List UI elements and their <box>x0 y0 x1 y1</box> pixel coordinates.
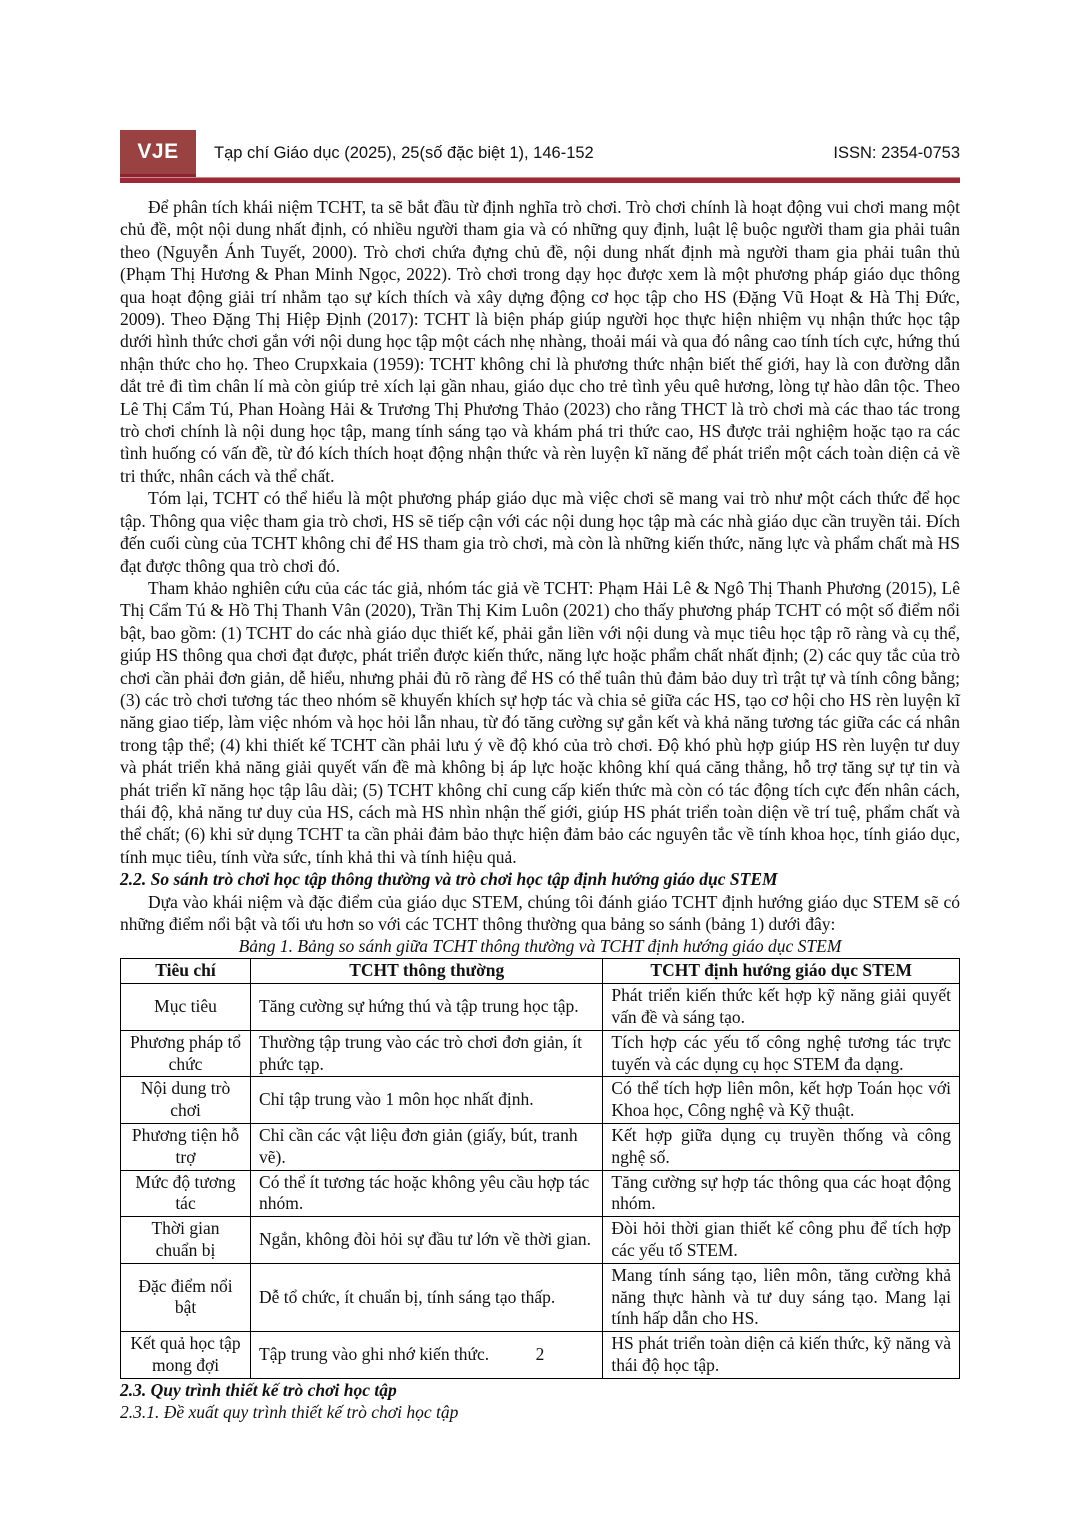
cell-criterion: Đặc điểm nổi bật <box>121 1263 251 1331</box>
cell-stem: HS phát triển toàn diện cả kiến thức, kỹ năng và thái độ học tập. <box>603 1332 960 1379</box>
cell-normal: Ngắn, không đòi hỏi sự đầu tư lớn về thời gian. <box>251 1217 603 1264</box>
page-number: 2 <box>535 1344 545 1364</box>
comparison-table <box>120 958 960 1378</box>
table-header-row <box>121 959 960 984</box>
table-row <box>121 984 960 1031</box>
cell-normal: Tập trung vào ghi nhớ kiến thức. <box>251 1332 603 1379</box>
page-content <box>120 196 960 1424</box>
cell-stem: Mang tính sáng tạo, liên môn, tăng cường khả năng thực hành và tư duy sáng tạo. Mang lại tính hấp dẫn cho HS. <box>603 1263 960 1331</box>
cell-criterion: Nội dung trò chơi <box>121 1077 251 1124</box>
cell-criterion: Mục tiêu <box>121 984 251 1031</box>
section-2-3-heading: 2.3. Quy trình thiết kế trò chơi học tập <box>120 1379 397 1400</box>
cell-normal: Dễ tổ chức, ít chuẩn bị, tính sáng tạo thấp. <box>251 1263 603 1331</box>
cell-criterion: Thời gian chuẩn bị <box>121 1217 251 1264</box>
section-2-2-heading: 2.2. So sánh trò chơi học tập thông thường và trò chơi học tập định hướng giáo dục STEM <box>120 869 778 890</box>
cell-stem: Tích hợp các yếu tố công nghệ tương tác trực tuyến và các dụng cụ học STEM đa dạng. <box>603 1030 960 1077</box>
paragraph-definition-tcht: Để phân tích khái niệm TCHT, ta sẽ bắt đầu từ định nghĩa trò chơi. Trò chơi chính là hoạt động vui chơi mang một chủ đề, một nội dung nhất định, có nhiều người tham gia và có những quy định, luật lệ buộc người tham gia phải tuân theo (Nguyễn Ánh Tuyết, 2000). Trò chơi chứa đựng chủ đề, nội dung nhất định mà người tham gia phải tuân thủ (Phạm Thị Hương & Phan Minh Ngọc, 2022). Trò chơi trong dạy học được xem là một phương pháp giáo dục thông qua hoạt động giải trí nhằm tạo sự kích thích và xây dựng động cơ học tập cho HS (Đặng Vũ Hoạt & Hà Thị Đức, 2009). Theo Đặng Thị Hiệp Định (2017): TCHT là biện pháp giúp người học thực hiện nhiệm vụ nhận thức học tập dưới hình thức chơi gắn với nội dung học tập một cách nhẹ nhàng, thoải mái và qua đó nâng cao tính tích cực, hứng thú nhận thức cho họ. Theo Crupxkaia (1959): TCHT không chỉ là phương thức nhận biết thế giới, hay là con đường dẫn dắt trẻ đi tìm chân lí mà còn giúp trẻ xích lại gần nhau, giáo dục cho trẻ tình yêu quê hương, lòng tự hào dân tộc. Theo Lê Thị Cẩm Tú, Phan Hoàng Hải & Trương Thị Phương Thảo (2023) cho rằng THCT là trò chơi mà các thao tác trong trò chơi chính là nội dung học tập, mang tính sáng tạo và khám phá tri thức cao, HS được trải nghiệm hoặc tạo ra các tình huống có vấn đề, từ đó kích thích hoạt động nhận thức và rèn luyện kĩ năng để phát triển một cách toàn diện cả về tri thức, nhân cách và thể chất. <box>120 197 960 486</box>
header-rule-divider <box>120 177 960 183</box>
cell-criterion: Phương pháp tổ chức <box>121 1030 251 1077</box>
cell-normal: Chỉ tập trung vào 1 môn học nhất định. <box>251 1077 603 1124</box>
cell-normal: Có thể ít tương tác hoặc không yêu cầu hợp tác nhóm. <box>251 1170 603 1217</box>
cell-stem: Tăng cường sự hợp tác thông qua các hoạt động nhóm. <box>603 1170 960 1217</box>
paragraph-literature-review: Tham khảo nghiên cứu của các tác giả, nhóm tác giả về TCHT: Phạm Hải Lê & Ngô Thị Thanh Phương (2015), Lê Thị Cẩm Tú & Hồ Thị Thanh Vân (2020), Trần Thị Kim Luôn (2021) cho thấy phương pháp TCHT có một số điểm nổi bật, bao gồm: (1) TCHT do các nhà giáo dục thiết kế, phải gắn liền với nội dung và mục tiêu học tập rõ ràng và cụ thể, giúp HS thông qua chơi đạt được, phát triển được kiến thức, năng lực hoặc phẩm chất nhất định; (2) các quy tắc của trò chơi cần phải đơn giản, dễ hiểu, nhưng phải đủ rõ ràng để HS có thể tuân thủ đảm bảo duy trì trật tự và tính công bằng; (3) các trò chơi tương tác theo nhóm sẽ khuyến khích sự hợp tác và chia sẻ giữa các HS, tạo cơ hội cho HS rèn luyện kĩ năng giao tiếp, làm việc nhóm và học hỏi lẫn nhau, từ đó tăng cường sự gắn kết và khả năng tương tác giữa các cá nhân trong tập thể; (4) khi thiết kế TCHT cần phải lưu ý về độ khó của trò chơi. Độ khó phù hợp giúp HS rèn luyện tư duy và phát triển khả năng giải quyết vấn đề mà không bị áp lực hoặc không khí quá căng thẳng, hỗ trợ tăng sự tự tin và phát triển kĩ năng học tập lâu dài; (5) TCHT không chỉ cung cấp kiến thức mà còn có tác động tích cực đến nhân cách, thái độ, khả năng tư duy của HS, cách mà HS nhìn nhận thế giới, giúp HS phát triển toàn diện về trí tuệ, phẩm chất và thể chất; (6) khi sử dụng TCHT ta cần phải đảm bảo thực hiện đảm bảo các nguyên tắc về tính khoa học, tính giáo dục, tính mục tiêu, tính vừa sức, tính khả thi và tính hiệu quả. <box>120 577 960 867</box>
vje-logo: VJE <box>120 130 196 177</box>
table-row <box>121 1077 960 1124</box>
cell-normal: Chỉ cần các vật liệu đơn giản (giấy, bút, tranh vẽ). <box>251 1123 603 1170</box>
issn-label: ISSN: 2354-0753 <box>833 144 960 162</box>
section-2-2-intro: Dựa vào khái niệm và đặc điểm của giáo dục STEM, chúng tôi đánh giáo TCHT định hướng giáo dục STEM sẽ có những điểm nổi bật và tối ưu hơn so với các TCHT thông thường qua bảng so sánh (bảng 1) dưới đây: <box>120 891 960 934</box>
cell-criterion: Kết quả học tập mong đợi <box>121 1332 251 1379</box>
table-row <box>121 1263 960 1331</box>
cell-stem: Đòi hỏi thời gian thiết kế công phu để tích hợp các yếu tố STEM. <box>603 1217 960 1264</box>
table-1-caption: Bảng 1. Bảng so sánh giữa TCHT thông thường và TCHT định hướng giáo dục STEM <box>238 936 842 957</box>
cell-criterion: Phương tiện hỗ trợ <box>121 1123 251 1170</box>
table-row <box>121 1123 960 1170</box>
table-row <box>121 1170 960 1217</box>
table-row <box>121 1030 960 1077</box>
cell-stem: Phát triển kiến thức kết hợp kỹ năng giải quyết vấn đề và sáng tạo. <box>603 984 960 1031</box>
column-header-criterion: Tiêu chí <box>121 959 251 984</box>
journal-citation: Tạp chí Giáo dục (2025), 25(số đặc biệt 1), 146-152 <box>214 144 594 162</box>
section-2-3-1-heading: 2.3.1. Đề xuất quy trình thiết kế trò chơi học tập <box>120 1402 459 1423</box>
cell-normal: Tăng cường sự hứng thú và tập trung học tập. <box>251 984 603 1031</box>
column-header-stem-tcht: TCHT định hướng giáo dục STEM <box>603 959 960 984</box>
paragraph-summary-tcht: Tóm lại, TCHT có thể hiểu là một phương pháp giáo dục mà việc chơi sẽ mang vai trò như một cách thức để học tập. Thông qua việc tham gia trò chơi, HS sẽ tiếp cận với các nội dung học tập mà các nhà giáo dục cần truyền tải. Đích đến cuối cùng của TCHT không chỉ để HS tham gia trò chơi, mà còn là những kiến thức, năng lực và phẩm chất mà HS đạt được thông qua trò chơi đó. <box>120 488 960 576</box>
column-header-normal-tcht: TCHT thông thường <box>251 959 603 984</box>
cell-stem: Kết hợp giữa dụng cụ truyền thống và công nghệ số. <box>603 1123 960 1170</box>
cell-stem: Có thể tích hợp liên môn, kết hợp Toán học với Khoa học, Công nghệ và Kỹ thuật. <box>603 1077 960 1124</box>
cell-criterion: Mức độ tương tác <box>121 1170 251 1217</box>
cell-normal: Thường tập trung vào các trò chơi đơn giản, ít phức tạp. <box>251 1030 603 1077</box>
page-header <box>120 130 960 177</box>
table-row <box>121 1217 960 1264</box>
